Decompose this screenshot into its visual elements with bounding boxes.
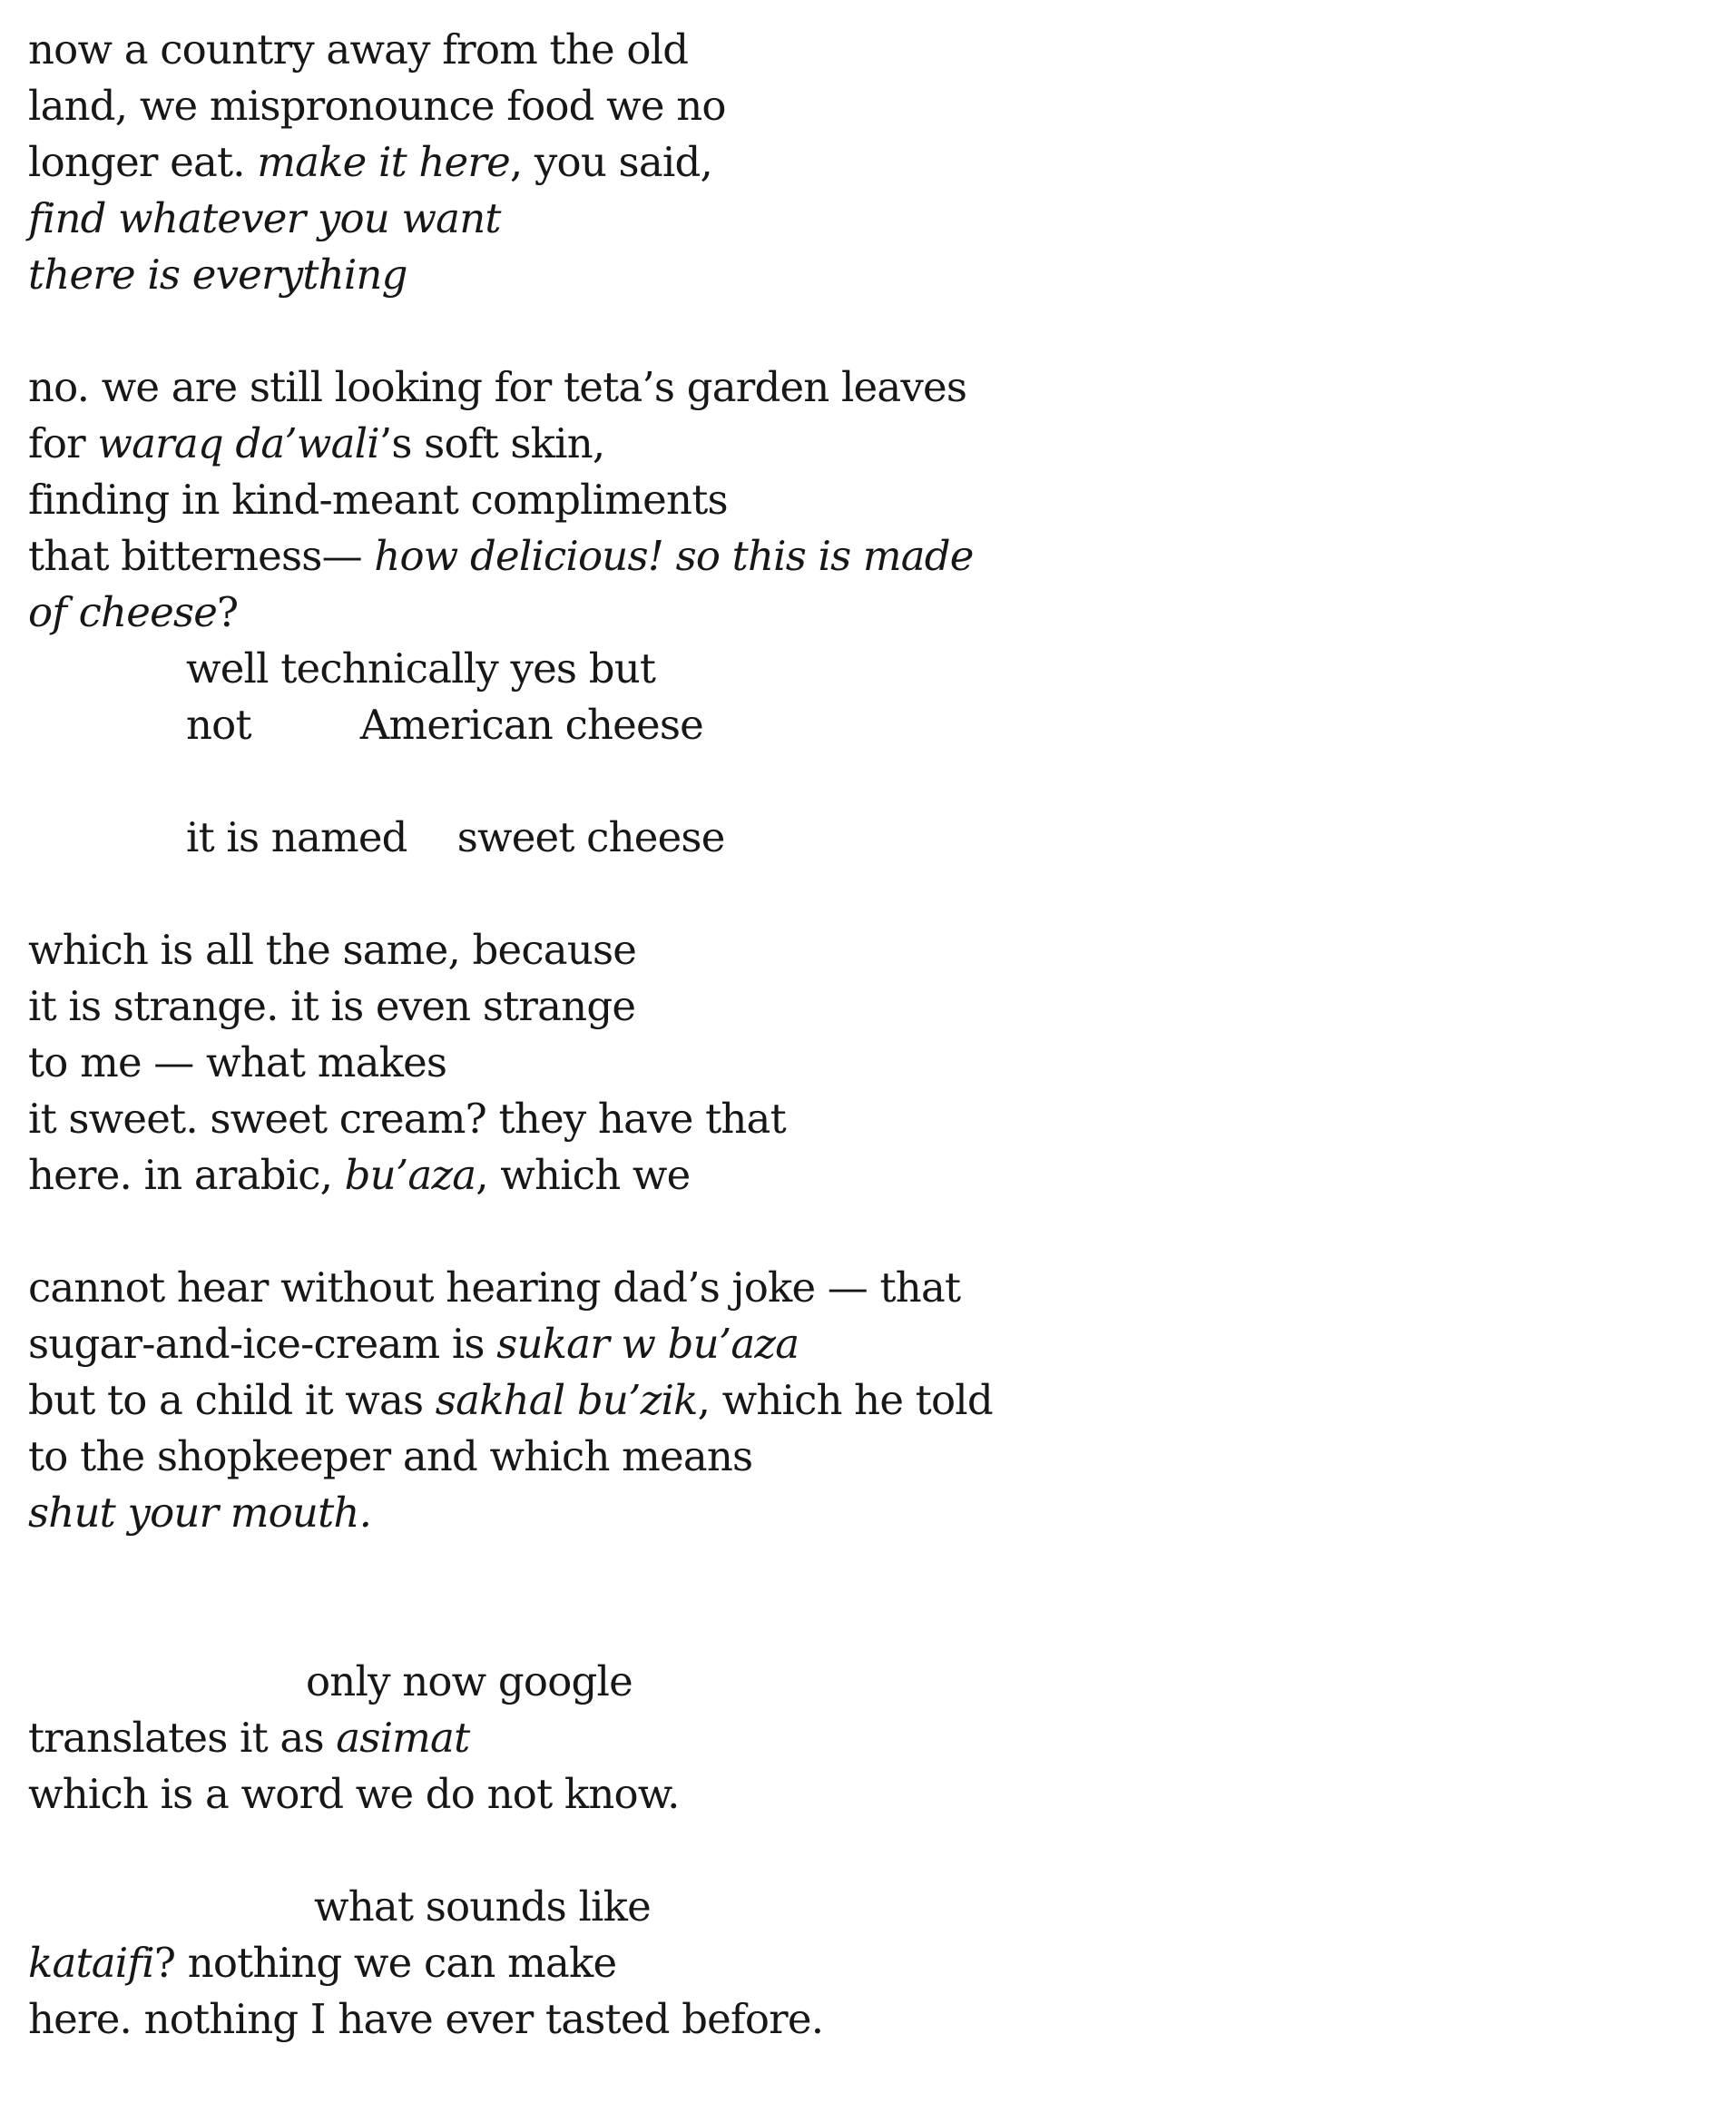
stanza-3 xyxy=(28,810,1736,866)
poem-line xyxy=(28,810,1736,866)
poem-text-run: it is named xyxy=(186,813,407,861)
poem-italic-run: make it here xyxy=(257,138,510,186)
poem-text-run: it sweet. sweet cream? they have that xyxy=(28,1095,786,1143)
poem-text-run: for xyxy=(28,419,98,467)
poem-text-run: ? xyxy=(217,588,239,636)
poem-text-run: here. nothing I have ever tasted before. xyxy=(28,1995,824,2043)
stanza-7 xyxy=(28,1879,1736,2048)
poem-text-run: well technically yes but xyxy=(186,644,656,693)
poem-text-run: what sounds like xyxy=(314,1882,651,1931)
poem-line xyxy=(28,1654,1736,1710)
poem-text-run: , which he told xyxy=(697,1376,993,1424)
poem-text-run: finding in kind-meant compliments xyxy=(28,476,728,524)
poem-line xyxy=(28,1260,1736,1316)
poem-text-run: sweet cheese xyxy=(456,813,725,861)
poem-line xyxy=(28,1147,1736,1204)
poem-line xyxy=(28,697,1736,753)
poem-italic-run: shut your mouth. xyxy=(28,1489,372,1537)
poem-line xyxy=(28,641,1736,697)
poem-italic-run: there is everything xyxy=(28,251,407,299)
poem-line xyxy=(28,528,1736,585)
poem-line xyxy=(28,585,1736,641)
poem-line xyxy=(28,922,1736,978)
poem-text-run: that bitterness— xyxy=(28,532,375,580)
poem-text-run: American cheese xyxy=(359,701,703,749)
poem-line xyxy=(28,1372,1736,1429)
poem-text-run: to the shopkeeper and which means xyxy=(28,1432,753,1480)
poem xyxy=(28,22,1736,2048)
poem-text-run: not xyxy=(186,701,251,749)
stanza-2 xyxy=(28,359,1736,753)
poem-line xyxy=(28,1429,1736,1485)
poem-text-run: which is all the same, because xyxy=(28,926,637,974)
poem-line xyxy=(28,78,1736,134)
poem-line xyxy=(28,978,1736,1035)
poem-line xyxy=(28,1035,1736,1091)
poem-italic-run: bu’aza xyxy=(344,1151,476,1199)
poem-line xyxy=(28,1991,1736,2048)
stanza-5 xyxy=(28,1260,1736,1541)
poem-text-run: here. in arabic, xyxy=(28,1151,345,1199)
poem-italic-run: asimat xyxy=(336,1714,470,1762)
poem-text-run: longer eat. xyxy=(28,138,258,186)
poem-italic-run: find whatever you want xyxy=(28,194,501,242)
poem-line xyxy=(28,134,1736,191)
poem-text-run: ? nothing we can make xyxy=(153,1939,617,1987)
poem-text-run: sugar-and-ice-cream is xyxy=(28,1320,497,1368)
poem-text-run: now a country away from the old xyxy=(28,25,689,74)
poem-text-run: , you said, xyxy=(509,138,712,186)
poem-italic-run: sakhal bu’zik xyxy=(435,1376,698,1424)
poem-text-run: no. we are still looking for teta’s garden leaves xyxy=(28,363,967,411)
poem-line xyxy=(28,472,1736,528)
stanza-1 xyxy=(28,22,1736,303)
poem-line xyxy=(28,416,1736,472)
poem-line xyxy=(28,22,1736,78)
poem-text-run: which is a word we do not know. xyxy=(28,1770,680,1818)
poem-italic-run: of cheese xyxy=(28,588,218,636)
poem-line xyxy=(28,1766,1736,1823)
poem-italic-run: kataifi xyxy=(28,1939,154,1987)
poem-line xyxy=(28,1091,1736,1147)
poem-italic-run: how delicious! so this is made xyxy=(374,532,974,580)
poem-line xyxy=(28,247,1736,303)
stanza-4 xyxy=(28,922,1736,1204)
poem-line xyxy=(28,1316,1736,1372)
poem-text-run: only now google xyxy=(306,1657,633,1705)
poem-line xyxy=(28,1879,1736,1935)
poem-text-run: ’s soft skin, xyxy=(378,419,605,467)
poem-line xyxy=(28,1710,1736,1766)
poem-italic-run: sukar w bu’aza xyxy=(496,1320,799,1368)
poem-text-run: , which we xyxy=(476,1151,691,1199)
poem-line xyxy=(28,1935,1736,1991)
poem-line xyxy=(28,359,1736,416)
poem-text-run: land, we mispronounce food we no xyxy=(28,82,726,130)
poem-line xyxy=(28,191,1736,247)
stanza-6 xyxy=(28,1654,1736,1823)
poem-italic-run: waraq da’wali xyxy=(97,419,379,467)
poem-text-run: to me — what makes xyxy=(28,1038,447,1086)
poem-line xyxy=(28,1485,1736,1541)
poem-text-run: but to a child it was xyxy=(28,1376,436,1424)
poem-text-run: translates it as xyxy=(28,1714,337,1762)
poem-text-run: it is strange. it is even strange xyxy=(28,982,636,1030)
poem-text-run: cannot hear without hearing dad’s joke — that xyxy=(28,1263,961,1312)
